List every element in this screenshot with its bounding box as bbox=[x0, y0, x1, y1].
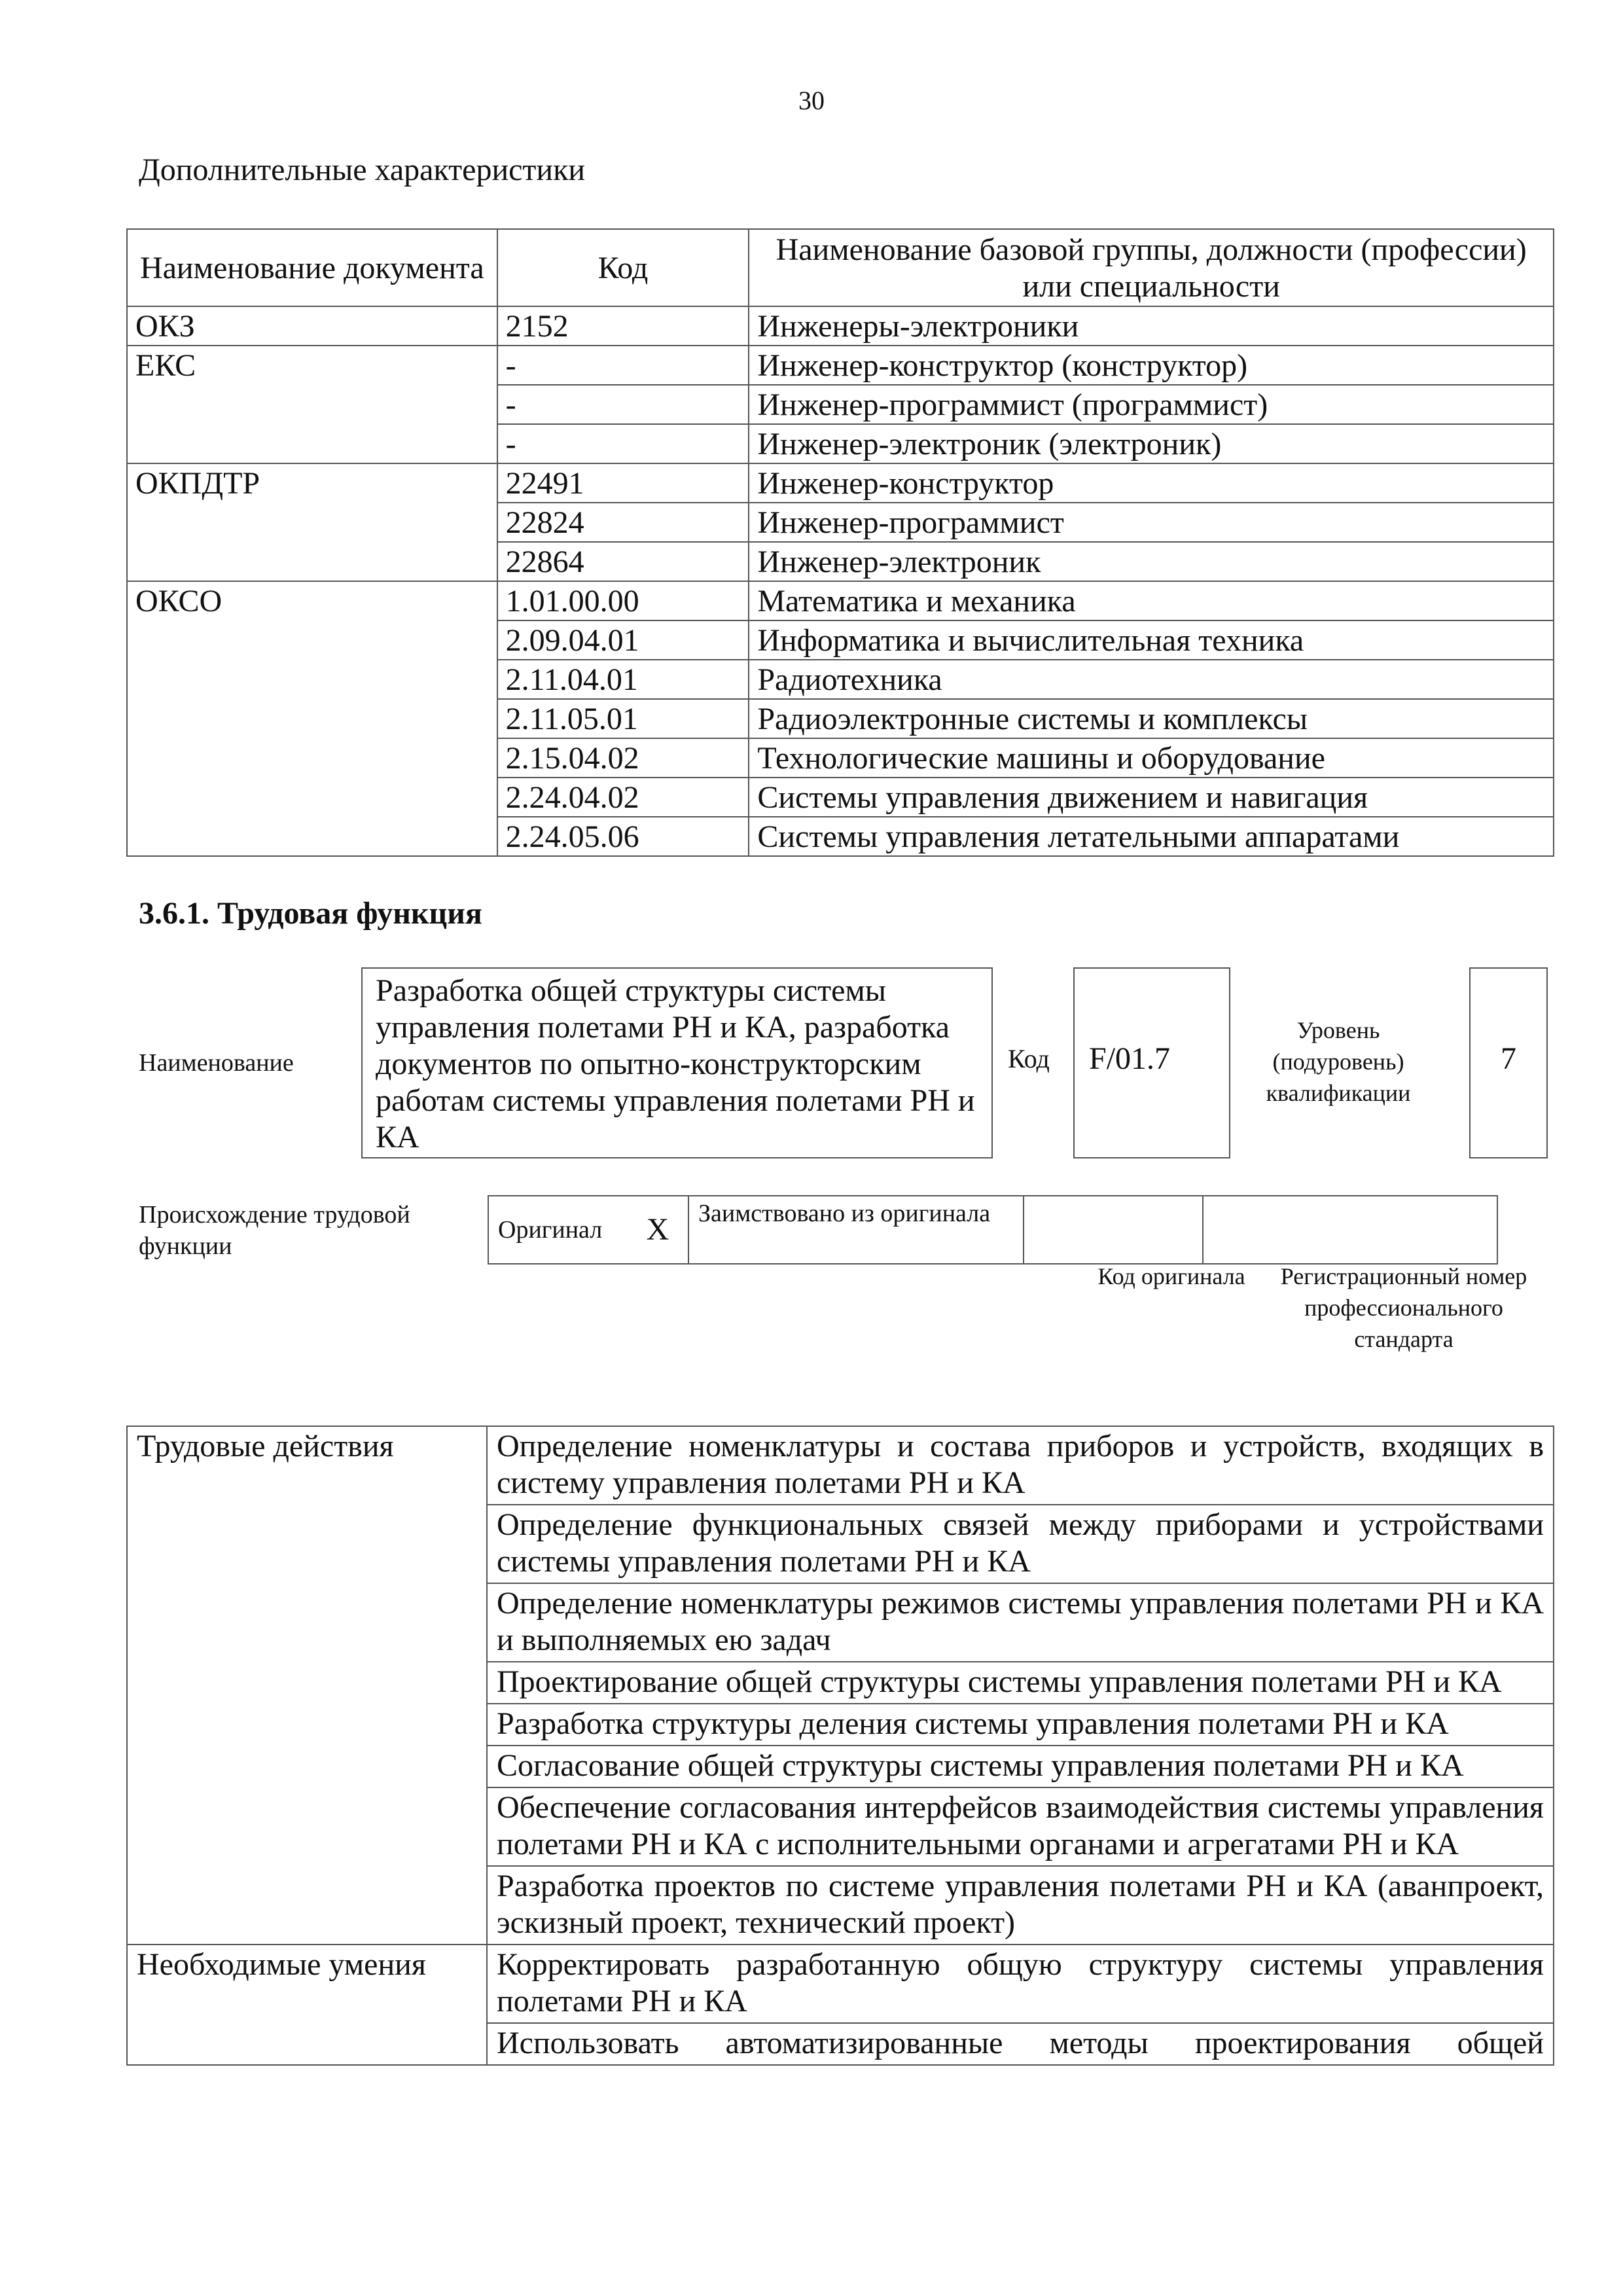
name-cell: Инженер-конструктор bbox=[749, 463, 1554, 503]
subsection-title: 3.6.1. Трудовая функция bbox=[139, 896, 482, 931]
doc-cell: ОКЗ bbox=[127, 306, 497, 346]
table-row bbox=[127, 660, 1554, 699]
doc-cell: ОКСО bbox=[127, 581, 497, 620]
name-cell: Математика и механика bbox=[749, 581, 1554, 620]
skill-item: Использовать автоматизированные методы проектирования общей bbox=[487, 2023, 1554, 2065]
table-row bbox=[127, 424, 1554, 463]
origin-label: Происхождение трудовой функции bbox=[139, 1201, 410, 1260]
table-row bbox=[127, 385, 1554, 424]
original-label: Оригинал bbox=[488, 1196, 628, 1264]
labor-actions-table bbox=[126, 1426, 1554, 2066]
doc-cell-empty bbox=[127, 660, 497, 699]
name-cell: Технологические машины и оборудование bbox=[749, 738, 1554, 778]
function-name-label: Наименование bbox=[139, 1049, 294, 1077]
additional-characteristics-table bbox=[126, 228, 1554, 857]
name-cell: Системы управления движением и навигация bbox=[749, 778, 1554, 817]
name-cell: Инженер-программист bbox=[749, 503, 1554, 542]
action-item: Разработка проектов по системе управления полетами РН и КА (аванпроект, эскизный проект, технический проект) bbox=[487, 1866, 1554, 1945]
code-cell: 22864 bbox=[497, 542, 749, 581]
doc-cell-empty bbox=[127, 738, 497, 778]
name-cell: Радиоэлектронные системы и комплексы bbox=[749, 699, 1554, 738]
table-row bbox=[127, 306, 1554, 346]
original-code-cell bbox=[1024, 1196, 1203, 1264]
doc-cell-empty bbox=[127, 620, 497, 660]
table-row bbox=[127, 1945, 1554, 2023]
doc-cell: ОКПДТР bbox=[127, 463, 497, 503]
name-cell: Инженер-электроник bbox=[749, 542, 1554, 581]
code-cell: 22824 bbox=[497, 503, 749, 542]
action-item: Определение номенклатуры и состава приборов и устройств, входящих в систему управления полетами РН и КА bbox=[487, 1426, 1554, 1505]
header-document: Наименование документа bbox=[127, 229, 497, 306]
name-cell: Системы управления летательными аппаратами bbox=[749, 817, 1554, 856]
table-row bbox=[127, 581, 1554, 620]
code-cell: - bbox=[497, 424, 749, 463]
table-row bbox=[127, 817, 1554, 856]
function-name-box: Разработка общей структуры системы управления полетами РН и КА, разработка документов по опытно-конструкторским работам системы управления полетами РН и КА bbox=[361, 967, 993, 1158]
doc-cell-empty bbox=[127, 424, 497, 463]
action-item: Обеспечение согласования интерфейсов взаимодействия системы управления полетами РН и КА с исполнительными органами и агрегатами РН и КА bbox=[487, 1787, 1554, 1866]
page-number: 30 bbox=[798, 86, 825, 115]
action-item: Определение функциональных связей между приборами и устройствами системы управления полетами РН и КА bbox=[487, 1505, 1554, 1583]
name-cell: Инженер-электроник (электроник) bbox=[749, 424, 1554, 463]
qualification-level-label: Уровень (подуровень) квалификации bbox=[1266, 1017, 1411, 1106]
code-cell: - bbox=[497, 385, 749, 424]
code-cell: - bbox=[497, 346, 749, 385]
code-cell: 2.24.05.06 bbox=[497, 817, 749, 856]
section-heading: Дополнительные характеристики bbox=[139, 152, 586, 187]
table-row bbox=[127, 620, 1554, 660]
doc-cell-empty bbox=[127, 542, 497, 581]
code-cell: 2.15.04.02 bbox=[497, 738, 749, 778]
table-row bbox=[127, 699, 1554, 738]
actions-label: Трудовые действия bbox=[127, 1426, 487, 1945]
code-cell: 1.01.00.00 bbox=[497, 581, 749, 620]
name-cell: Радиотехника bbox=[749, 660, 1554, 699]
original-mark: X bbox=[628, 1196, 688, 1264]
code-cell: 22491 bbox=[497, 463, 749, 503]
code-cell: 2.09.04.01 bbox=[497, 620, 749, 660]
code-cell: 2152 bbox=[497, 306, 749, 346]
name-cell: Инженер-конструктор (конструктор) bbox=[749, 346, 1554, 385]
doc-cell-empty bbox=[127, 385, 497, 424]
code-cell: 2.24.04.02 bbox=[497, 778, 749, 817]
header-group: Наименование базовой группы, должности (профессии) или специальности bbox=[749, 229, 1554, 306]
table-row bbox=[127, 503, 1554, 542]
table-row bbox=[127, 738, 1554, 778]
borrowed-label: Заимствовано из оригинала bbox=[688, 1196, 1024, 1264]
doc-cell-empty bbox=[127, 817, 497, 856]
doc-cell-empty bbox=[127, 503, 497, 542]
action-item: Проектирование общей структуры системы управления полетами РН и КА bbox=[487, 1662, 1554, 1704]
table-row bbox=[127, 1426, 1554, 1505]
function-code-box: F/01.7 bbox=[1073, 967, 1230, 1158]
action-item: Согласование общей структуры системы управления полетами РН и КА bbox=[487, 1746, 1554, 1787]
name-cell: Инженер-программист (программист) bbox=[749, 385, 1554, 424]
action-item: Разработка структуры деления системы управления полетами РН и КА bbox=[487, 1704, 1554, 1746]
doc-cell-empty bbox=[127, 699, 497, 738]
registration-number-caption: Регистрационный номер профессионального стандарта bbox=[1280, 1263, 1527, 1352]
table-row bbox=[127, 346, 1554, 385]
action-item: Определение номенклатуры режимов системы управления полетами РН и КА и выполняемых ею задач bbox=[487, 1583, 1554, 1662]
table-row bbox=[127, 778, 1554, 817]
original-code-caption: Код оригинала bbox=[1097, 1263, 1245, 1289]
table-row bbox=[127, 542, 1554, 581]
table-row bbox=[127, 463, 1554, 503]
doc-cell: ЕКС bbox=[127, 346, 497, 385]
skill-item: Корректировать разработанную общую структуру системы управления полетами РН и КА bbox=[487, 1945, 1554, 2023]
code-cell: 2.11.04.01 bbox=[497, 660, 749, 699]
code-cell: 2.11.05.01 bbox=[497, 699, 749, 738]
header-code: Код bbox=[497, 229, 749, 306]
origin-table bbox=[488, 1195, 1498, 1265]
function-code-label: Код bbox=[1008, 1044, 1050, 1073]
skills-label: Необходимые умения bbox=[127, 1945, 487, 2065]
qualification-level-box: 7 bbox=[1469, 967, 1548, 1158]
name-cell: Инженеры-электроники bbox=[749, 306, 1554, 346]
doc-cell-empty bbox=[127, 778, 497, 817]
registration-number-cell bbox=[1203, 1196, 1497, 1264]
name-cell: Информатика и вычислительная техника bbox=[749, 620, 1554, 660]
